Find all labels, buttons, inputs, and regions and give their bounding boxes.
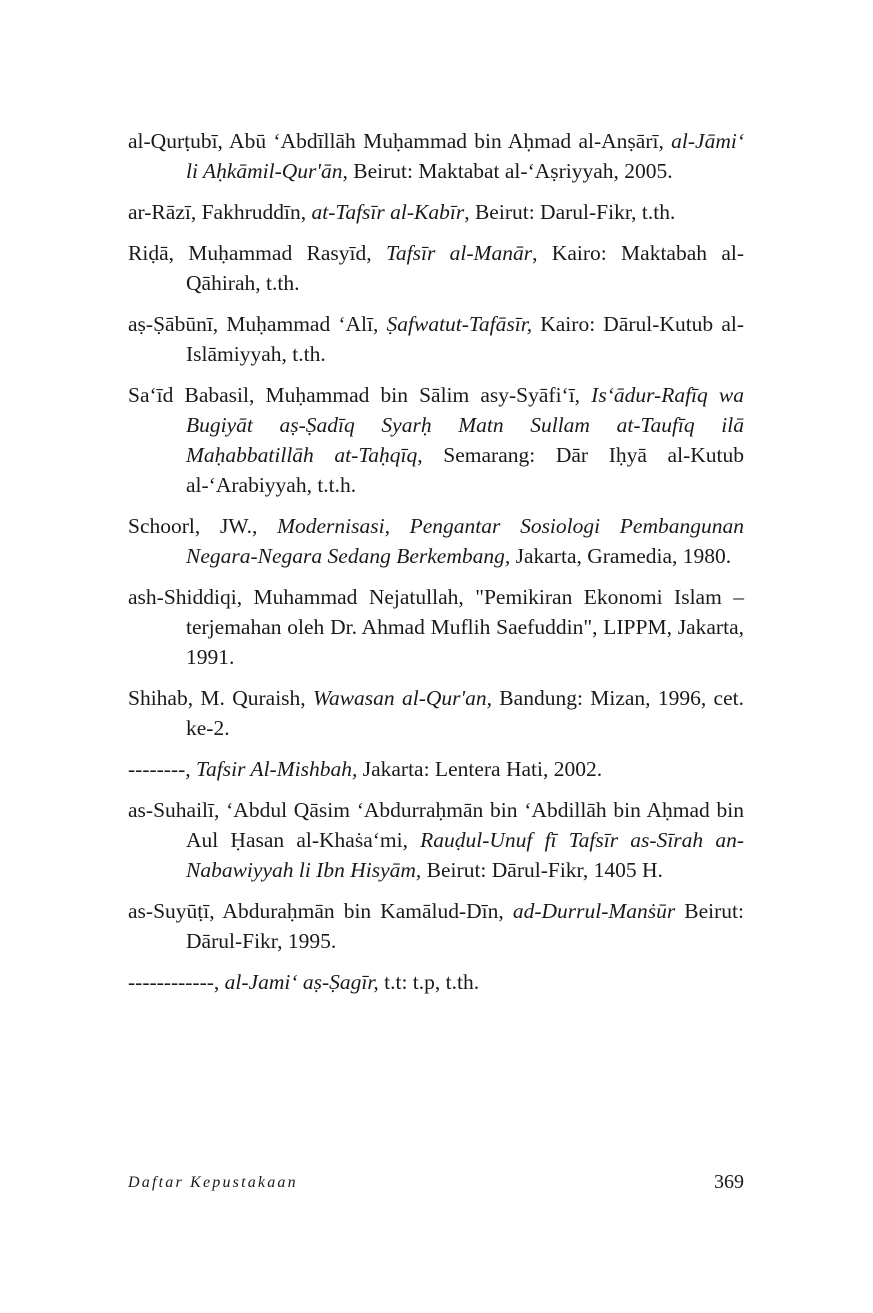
reference-publication: Semarang: Dār Iḥyā al-Kutub al-‘Arabiyyah, t.t.h.: [186, 443, 744, 497]
reference-title: Ṣafwatut-Tafāsīr,: [386, 312, 533, 336]
reference-entry: [128, 795, 744, 885]
reference-entry: [128, 380, 744, 500]
reference-title: Is‘ādur-Rafīq wa Bugiyāt aṣ-Ṣadīq Syarḥ Matn Sullam at-Taufīq ilā Maḥabbatillāh at-Taḥqīq,: [186, 383, 744, 467]
reference-title: Rauḍul-Unuf fī Tafsīr as-Sīrah an-Nabawiyyah li Ibn Hisyām,: [186, 828, 744, 882]
reference-entry: [128, 683, 744, 743]
reference-entry: [128, 197, 744, 227]
reference-publication: Beirut: Dārul-Fikr, 1405 H.: [421, 858, 663, 882]
running-footer-title: Daftar Kepustakaan: [128, 1174, 298, 1191]
reference-text: --------,: [128, 757, 197, 781]
reference-publication: Beirut: Dārul-Fikr, 1995.: [186, 899, 744, 953]
reference-title: Tafsīr al-Manār: [385, 241, 533, 265]
reference-publication: Bandung: Mizan, 1996, cet. ke-2.: [186, 686, 744, 740]
reference-entry: [128, 126, 744, 186]
reference-text: ash-Shiddiqi, Muhammad Nejatullah, "Pemikiran Ekonomi Islam – terjemahan oleh Dr. Ahmad Muflih Saefuddin", LIPPM, Jakarta, 1991.: [128, 585, 744, 669]
reference-publication: Jakarta, Gramedia, 1980.: [510, 544, 732, 568]
reference-text: as-Suyūṭī, Abduraḥmān bin Kamālud-Dīn,: [128, 899, 513, 923]
reference-text: Sa‘īd Babasil, Muḥammad bin Sālim asy-Syāfi‘ī,: [128, 383, 592, 407]
reference-text: Schoorl, JW.,: [128, 514, 278, 538]
reference-entry: [128, 309, 744, 369]
reference-publication: t.t: t.p, t.th.: [378, 970, 480, 994]
reference-title: Wawasan al-Qur'an,: [313, 686, 492, 710]
reference-publication: Jakarta: Lentera Hati, 2002.: [357, 757, 603, 781]
page-footer: [128, 1171, 744, 1200]
reference-title: Tafsir Al-Mishbah,: [196, 757, 358, 781]
reference-text: Riḍā, Muḥammad Rasyīd,: [128, 241, 386, 265]
reference-entry: [128, 967, 744, 997]
reference-entry: [128, 582, 744, 672]
reference-text: ar-Rāzī, Fakhruddīn,: [128, 200, 312, 224]
reference-entry: [128, 238, 744, 298]
reference-entry: [128, 896, 744, 956]
reference-title: Modernisasi, Pengantar Sosiologi Pembangunan Negara-Negara Sedang Berkembang,: [186, 514, 744, 568]
reference-publication: Kairo: Dārul-Kutub al-Islāmiyyah, t.th.: [186, 312, 744, 366]
reference-title: al-Jami‘ aṣ-Ṣagīr,: [224, 970, 379, 994]
reference-text: al-Qurṭubī, Abū ‘Abdīllāh Muḥammad bin Aḥmad al-Anṣārī,: [128, 129, 672, 153]
reference-publication: , Beirut: Darul-Fikr, t.th.: [464, 200, 676, 224]
page-number: 369: [714, 1171, 744, 1193]
reference-entry: [128, 511, 744, 571]
reference-title: at-Tafsīr al-Kabīr: [311, 200, 465, 224]
bibliography-list: [128, 126, 744, 1008]
reference-text: Shihab, M. Quraish,: [128, 686, 314, 710]
reference-entry: [128, 754, 744, 784]
reference-title: ad-Durrul-Manṡūr: [512, 899, 676, 923]
reference-text: ------------,: [128, 970, 225, 994]
reference-text: as-Suhailī, ‘Abdul Qāsim ‘Abdurraḥmān bin ‘Abdillāh bin Aḥmad bin Aul Ḥasan al-Khaṡa‘mi,: [128, 798, 744, 852]
reference-title: al-Jāmi‘ li Aḥkāmil-Qur'ān: [186, 129, 744, 183]
reference-text: aṣ-Ṣābūnī, Muḥammad ‘Alī,: [128, 312, 387, 336]
reference-publication: , Kairo: Maktabah al-Qāhirah, t.th.: [186, 241, 744, 295]
reference-publication: , Beirut: Maktabat al-‘Aṣriyyah, 2005.: [342, 159, 673, 183]
